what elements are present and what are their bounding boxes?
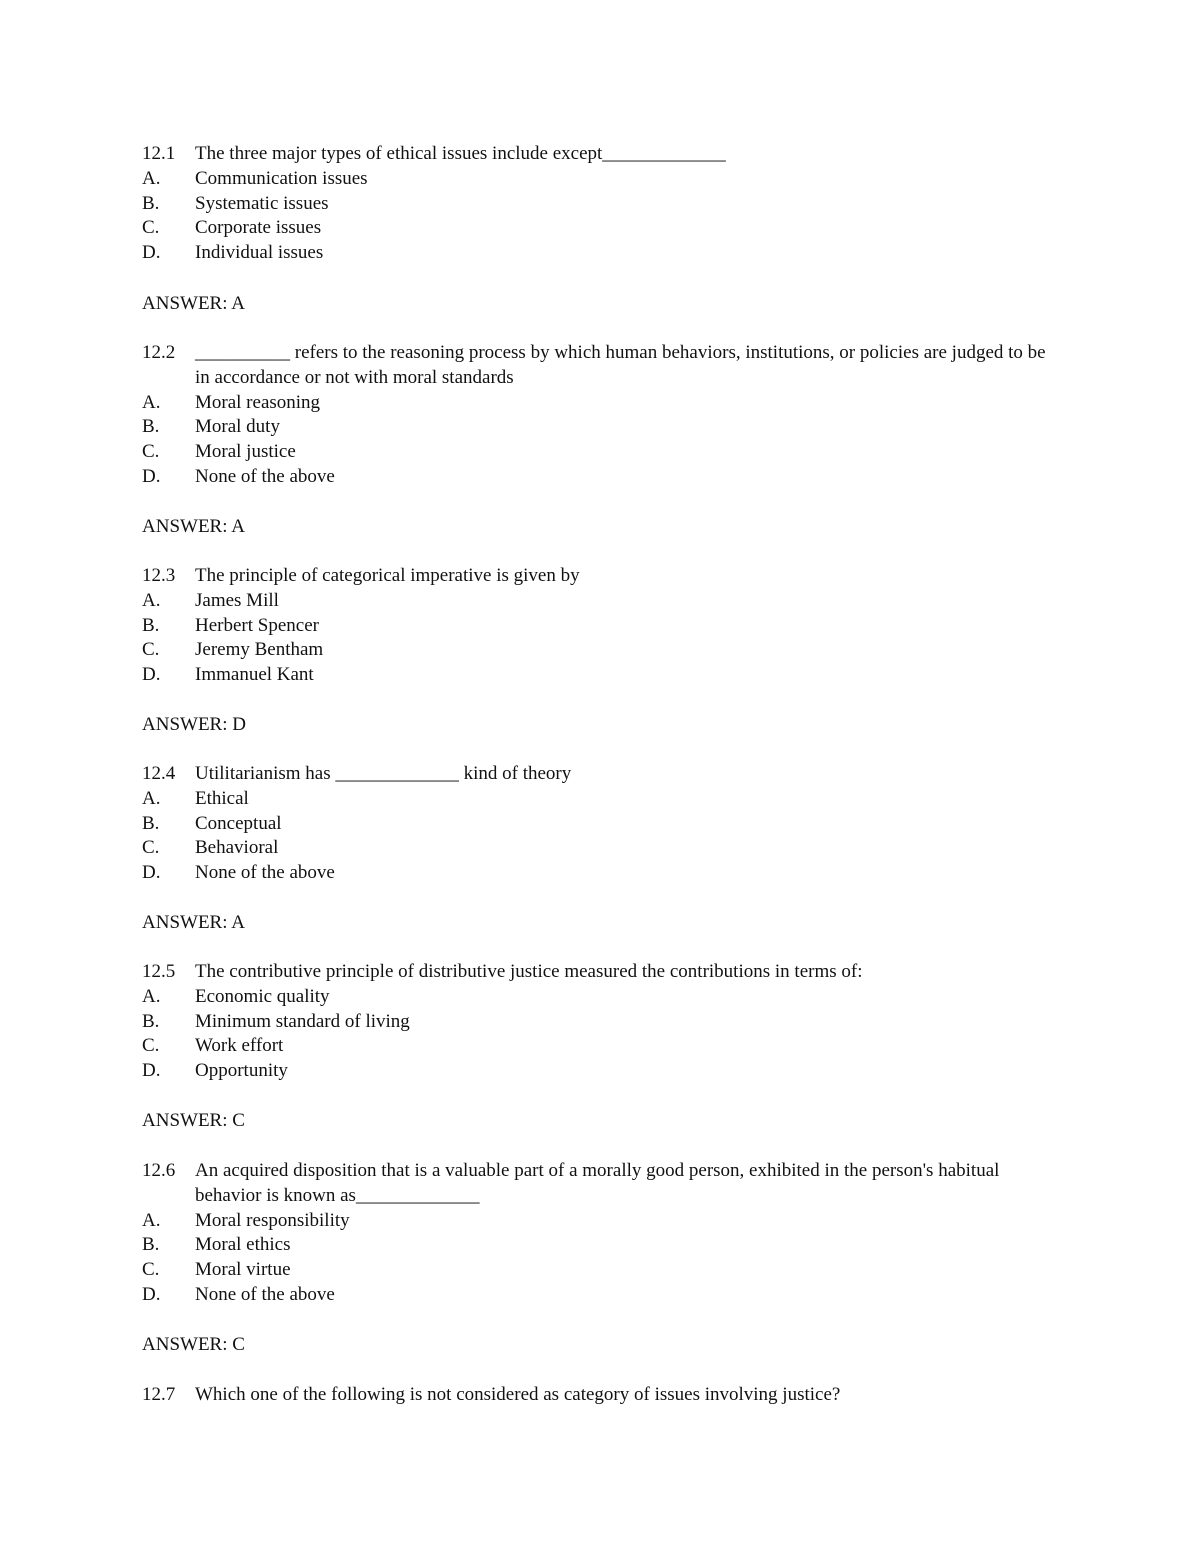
option-text: Moral duty	[195, 416, 280, 438]
question-stem	[142, 341, 1062, 391]
option-letter: B.	[142, 812, 160, 834]
option-c	[142, 836, 1062, 861]
option-c	[142, 638, 1062, 663]
option-letter: A.	[142, 1209, 161, 1231]
option-text: Behavioral	[195, 837, 279, 859]
option-b	[142, 1233, 1062, 1258]
question-stem	[142, 762, 1062, 787]
question-stem	[142, 564, 1062, 589]
option-letter: D.	[142, 1283, 161, 1305]
question-number: 12.1	[142, 143, 176, 164]
question-stem	[142, 960, 1062, 985]
option-letter: B.	[142, 1010, 160, 1032]
option-d	[142, 241, 1062, 266]
option-letter: A.	[142, 391, 161, 413]
question-number: 12.6	[142, 1160, 176, 1181]
option-d	[142, 861, 1062, 886]
answer-12-1: ANSWER: A	[142, 293, 245, 314]
option-a	[142, 167, 1062, 192]
option-text: None of the above	[195, 1283, 335, 1305]
question-text: Which one of the following is not considered as category of issues involving justice?	[195, 1384, 841, 1405]
option-b	[142, 192, 1062, 217]
option-a	[142, 985, 1062, 1010]
option-b	[142, 614, 1062, 639]
question-stem	[142, 142, 1062, 167]
option-d	[142, 663, 1062, 688]
question-text: An acquired disposition that is a valuable part of a morally good person, exhibited in the person's habitual behavior is known as_____________	[195, 1160, 1000, 1206]
option-text: Moral responsibility	[195, 1209, 350, 1231]
question-number: 12.5	[142, 961, 176, 982]
option-text: Work effort	[195, 1035, 284, 1057]
option-letter: B.	[142, 1234, 160, 1256]
question-12-2	[142, 341, 1062, 490]
option-text: Systematic issues	[195, 192, 329, 214]
question-stem	[142, 1383, 1062, 1408]
option-letter: D.	[142, 465, 161, 487]
question-number: 12.2	[142, 342, 176, 363]
option-a	[142, 1209, 1062, 1234]
question-12-7	[142, 1383, 1062, 1408]
option-text: Jeremy Bentham	[195, 639, 324, 661]
option-c	[142, 1034, 1062, 1059]
question-text: The three major types of ethical issues include except_____________	[195, 143, 726, 164]
option-letter: C.	[142, 1259, 160, 1281]
question-number: 12.4	[142, 763, 176, 784]
option-text: Ethical	[195, 787, 249, 809]
option-letter: B.	[142, 416, 160, 438]
option-b	[142, 812, 1062, 837]
option-letter: C.	[142, 1035, 160, 1057]
option-b	[142, 415, 1062, 440]
option-text: Moral reasoning	[195, 391, 321, 413]
option-text: Opportunity	[195, 1060, 288, 1082]
option-letter: C.	[142, 837, 160, 859]
option-letter: A.	[142, 167, 161, 189]
option-text: Individual issues	[195, 242, 324, 264]
option-text: Immanuel Kant	[195, 664, 314, 686]
option-text: Minimum standard of living	[195, 1010, 410, 1032]
question-text: __________ refers to the reasoning process by which human behaviors, institutions, or policies are judged to be in accordance or not with moral standards	[195, 342, 1046, 388]
option-text: Moral justice	[195, 441, 296, 463]
question-text: The principle of categorical imperative is given by	[195, 565, 580, 586]
option-text: Herbert Spencer	[195, 614, 319, 636]
option-text: Economic quality	[195, 985, 330, 1007]
option-letter: C.	[142, 217, 160, 239]
option-letter: D.	[142, 1060, 161, 1082]
question-stem	[142, 1159, 1062, 1209]
answer-12-6: ANSWER: C	[142, 1334, 245, 1355]
option-d	[142, 1283, 1062, 1308]
option-text: James Mill	[195, 589, 279, 611]
question-12-4	[142, 762, 1062, 886]
answer-12-4: ANSWER: A	[142, 912, 245, 933]
option-letter: C.	[142, 639, 160, 661]
option-text: Conceptual	[195, 812, 282, 834]
question-12-1	[142, 142, 1062, 266]
option-c	[142, 216, 1062, 241]
option-d	[142, 465, 1062, 490]
option-letter: B.	[142, 614, 160, 636]
option-letter: A.	[142, 985, 161, 1007]
option-letter: D.	[142, 242, 161, 264]
option-text: None of the above	[195, 862, 335, 884]
question-12-5	[142, 960, 1062, 1084]
option-letter: D.	[142, 862, 161, 884]
option-text: Communication issues	[195, 167, 368, 189]
option-a	[142, 787, 1062, 812]
question-12-3	[142, 564, 1062, 688]
answer-12-3: ANSWER: D	[142, 714, 246, 735]
question-text: Utilitarianism has _____________ kind of theory	[195, 763, 572, 784]
answer-12-2: ANSWER: A	[142, 516, 245, 537]
option-d	[142, 1059, 1062, 1084]
option-text: Moral virtue	[195, 1259, 291, 1281]
question-12-6	[142, 1159, 1062, 1308]
option-text: None of the above	[195, 465, 335, 487]
question-number: 12.7	[142, 1384, 176, 1405]
option-letter: B.	[142, 192, 160, 214]
question-text: The contributive principle of distributive justice measured the contributions in terms of:	[195, 961, 863, 982]
option-letter: A.	[142, 589, 161, 611]
option-letter: C.	[142, 441, 160, 463]
option-c	[142, 440, 1062, 465]
option-c	[142, 1258, 1062, 1283]
option-letter: D.	[142, 664, 161, 686]
option-text: Moral ethics	[195, 1234, 291, 1256]
option-a	[142, 391, 1062, 416]
option-b	[142, 1010, 1062, 1035]
option-text: Corporate issues	[195, 217, 322, 239]
option-a	[142, 589, 1062, 614]
question-number: 12.3	[142, 565, 176, 586]
answer-12-5: ANSWER: C	[142, 1110, 245, 1131]
option-letter: A.	[142, 787, 161, 809]
